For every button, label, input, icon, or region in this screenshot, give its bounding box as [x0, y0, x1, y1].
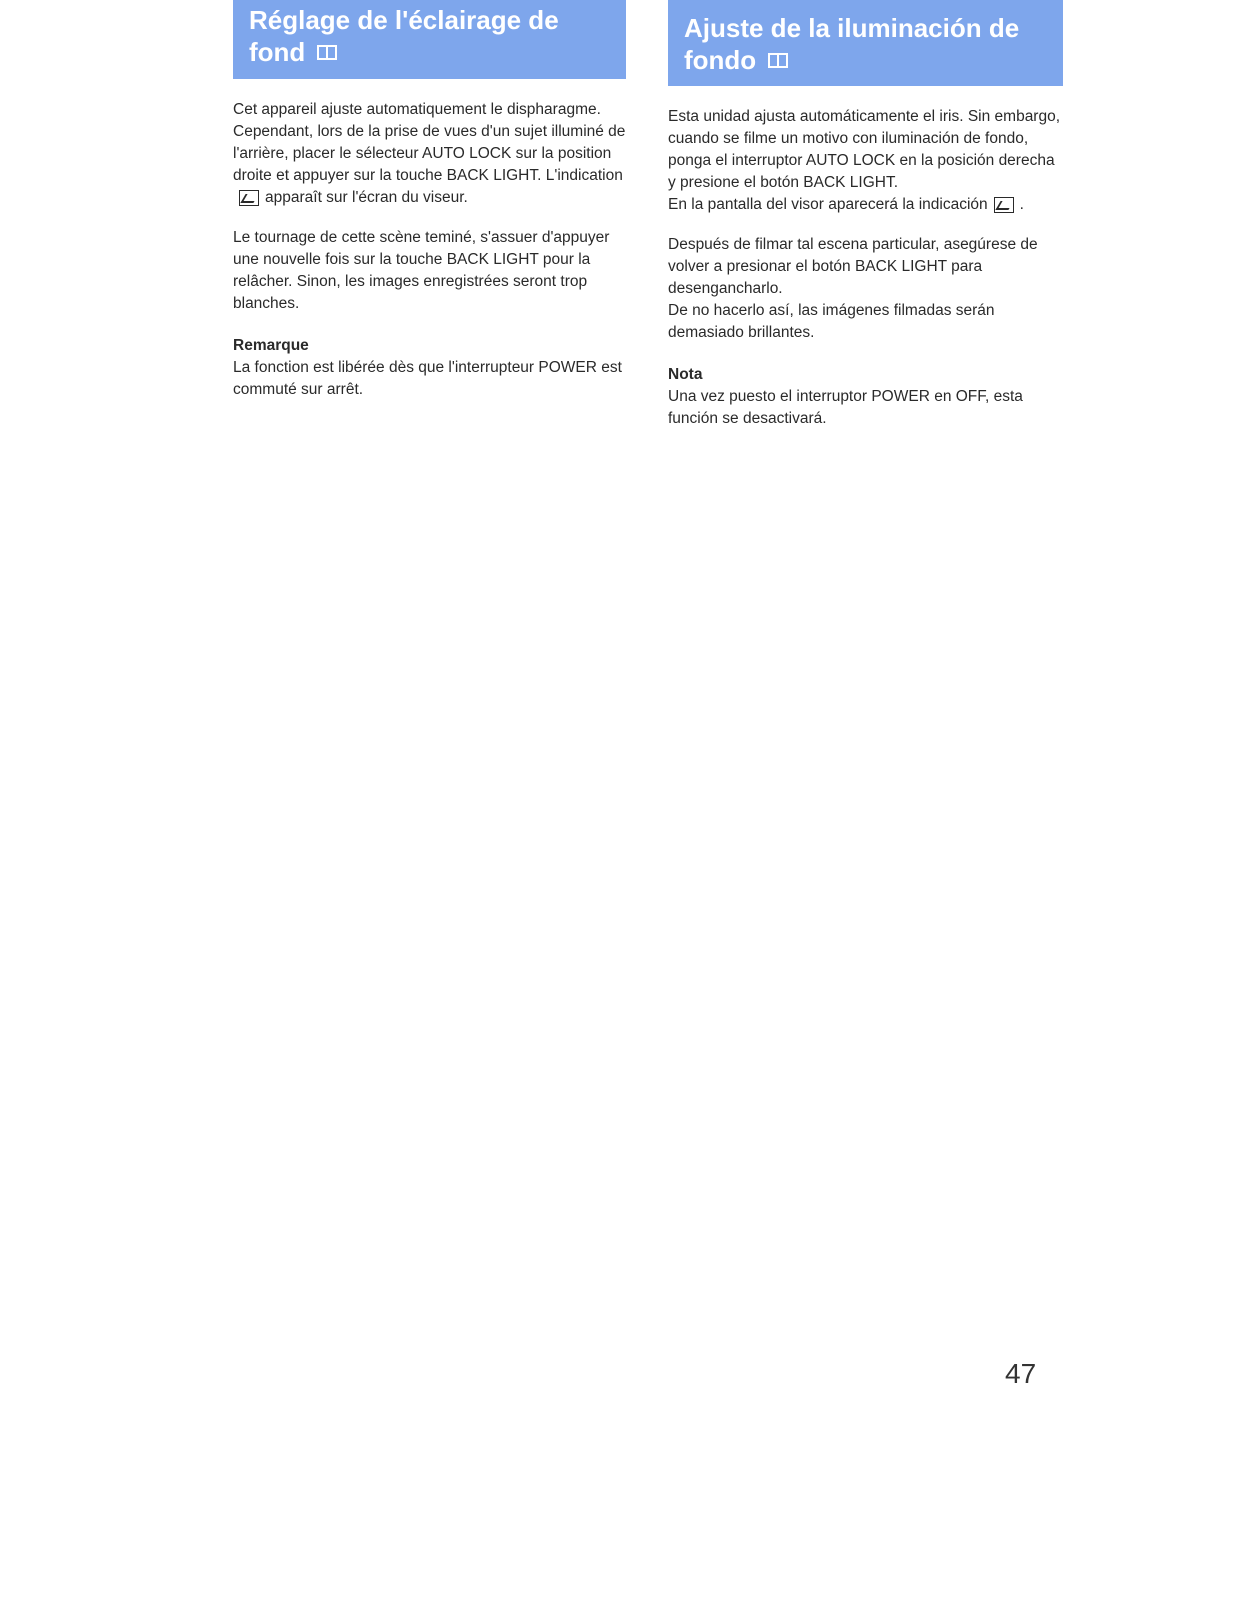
spanish-paragraph-1: Esta unidad ajusta automáticamente el iris. Sin embargo, cuando se filme un motivo con iluminación de fondo, ponga el interruptor AUTO LOCK en la posición derecha y presione el botón BACK LIGHT.: [668, 108, 1061, 191]
spanish-paragraph-2b: De no hacerlo así, las imágenes filmadas serán demasiado brillantes.: [668, 302, 995, 341]
french-heading-line1: Réglage de l'éclairage de: [249, 5, 559, 35]
spanish-note-heading: Nota: [668, 366, 703, 383]
french-note-heading: Remarque: [233, 337, 309, 354]
spanish-heading: [668, 0, 1063, 86]
spanish-column: [668, 0, 1063, 430]
spanish-paragraph-1b: En la pantalla del visor aparecerá la indicación .: [668, 196, 1024, 213]
french-note-text: La fonction est libérée dès que l'interrupteur POWER est commuté sur arrêt.: [233, 359, 622, 398]
french-paragraph-1: Cet appareil ajuste automatiquement le dispharagme. Cependant, lors de la prise de vues d'un sujet illuminé de l'arrière, placer le sélecteur AUTO LOCK sur la position droite et appuyer sur la touche BACK LIGHT. L'indicationapparaît sur l'écran du viseur.: [233, 101, 626, 206]
french-heading-line2: fond: [249, 37, 306, 67]
french-column: [233, 0, 626, 401]
spanish-paragraph-2: Después de filmar tal escena particular, asegúrese de volver a presionar el botón BACK LIGHT para desengancharlo.: [668, 236, 1038, 297]
spanish-note-text: Una vez puesto el interruptor POWER en OFF, esta función se desactivará.: [668, 388, 1023, 427]
page-number: 47: [1005, 1358, 1037, 1389]
spanish-heading-line1: Ajuste de la iluminación de: [684, 13, 1020, 43]
spanish-heading-line2: fondo: [684, 45, 757, 75]
french-paragraph-2: Le tournage de cette scène teminé, s'assuer d'appuyer une nouvelle fois sur la touche BACK LIGHT pour la relâcher. Sinon, les images enregistrées seront trop blanches.: [233, 229, 610, 312]
camera-mode-icon: [768, 53, 788, 68]
backlight-indicator-icon: [239, 190, 259, 206]
camera-mode-icon: [317, 45, 337, 60]
backlight-indicator-icon: [994, 197, 1014, 213]
french-heading: [233, 0, 626, 79]
